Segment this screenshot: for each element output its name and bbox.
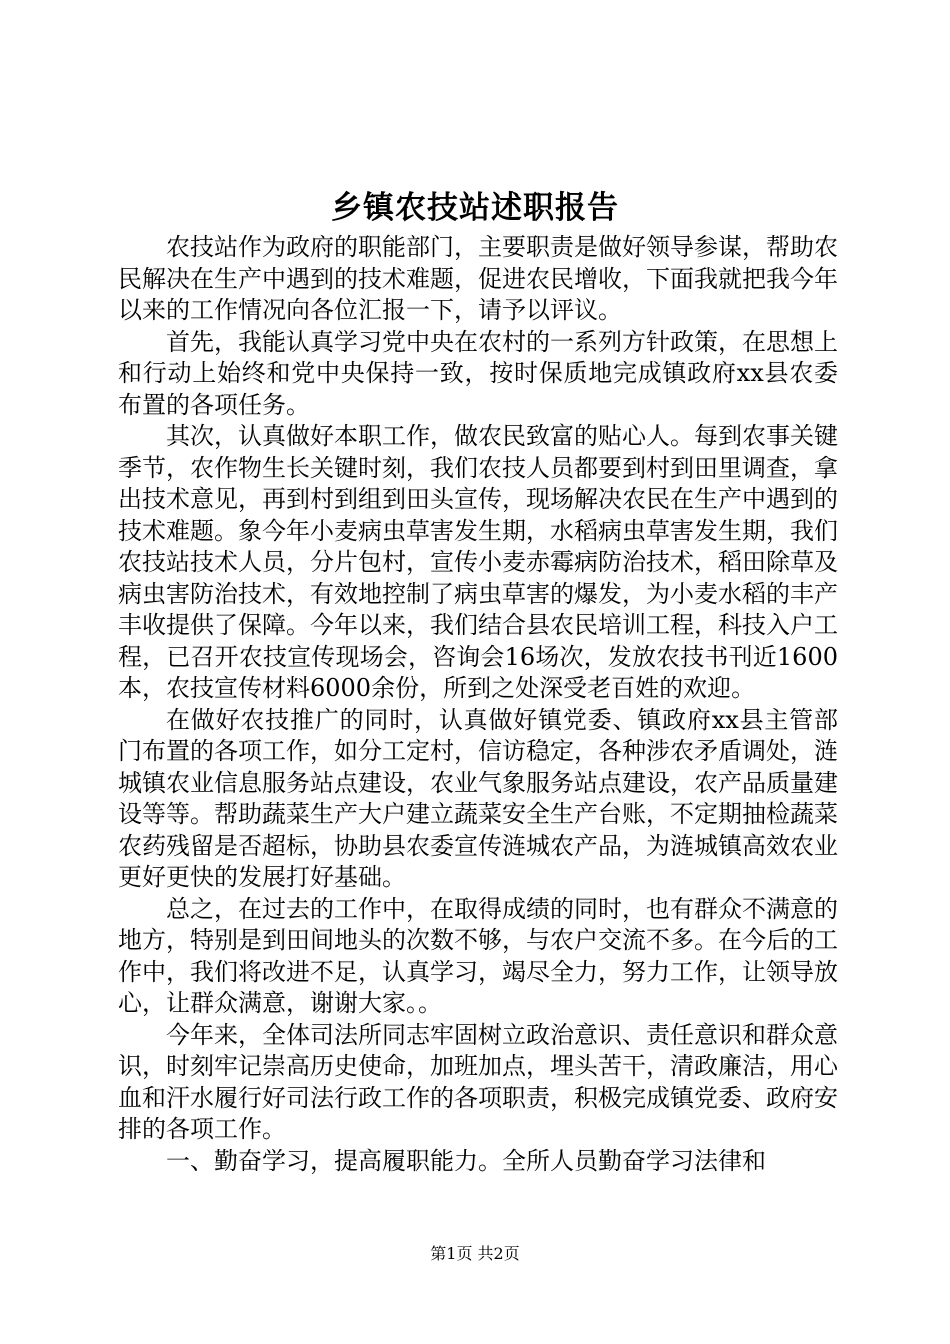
paragraph-intro: 农技站作为政府的职能部门，主要职责是做好领导参谋，帮助农民解决在生产中遇到的技术难题，促进农民增收，下面我就把我今年以来的工作情况向各位汇报一下，请予以评议。 [118, 233, 838, 324]
paragraph-section-one: 一、勤奋学习，提高履职能力。全所人员勤奋学习法律和 [166, 1146, 766, 1175]
page-number-footer: 第1页 共2页 [430, 1244, 520, 1263]
document-title: 乡镇农技站述职报告 [331, 190, 619, 226]
paragraph-third: 在做好农技推广的同时，认真做好镇党委、镇政府xx县主管部门布置的各项工作，如分工定村，信访稳定，各种涉农矛盾调处，涟城镇农业信息服务站点建设，农业气象服务站点建设，农产品质量建设等等。帮助蔬菜生产大户建立蔬菜安全生产台账，不定期抽检蔬菜农药残留是否超标，协助县农委宣传涟城农产品，为涟城镇高效农业更好更快的发展打好基础。 [118, 705, 838, 891]
paragraph-justice-office: 今年来，全体司法所同志牢固树立政治意识、责任意识和群众意识，时刻牢记崇高历史使命，加班加点，埋头苦干，清政廉洁，用心血和汗水履行好司法行政工作的各项职责，积极完成镇党委、政府安排的各项工作。 [118, 1020, 838, 1143]
paragraph-second: 其次，认真做好本职工作，做农民致富的贴心人。每到农事关键季节，农作物生长关键时刻，我们农技人员都要到村到田里调查，拿出技术意见，再到村到组到田头宣传，现场解决农民在生产中遇到的技术难题。象今年小麦病虫草害发生期，水稻病虫草害发生期，我们农技站技术人员，分片包村，宣传小麦赤霉病防治技术，稻田除草及病虫害防治技术，有效地控制了病虫草害的爆发，为小麦水稻的丰产丰收提供了保障。今年以来，我们结合县农民培训工程，科技入户工程，已召开农技宣传现场会，咨询会16场次，发放农技书刊近1600本，农技宣传材料6000余份，所到之处深受老百姓的欢迎。 [118, 422, 838, 702]
paragraph-summary: 总之，在过去的工作中，在取得成绩的同时，也有群众不满意的地方，特别是到田间地头的次数不够，与农户交流不多。在今后的工作中，我们将改进不足，认真学习，竭尽全力，努力工作，让领导放心，让群众满意，谢谢大家。。 [118, 894, 838, 1017]
document-body [118, 232, 838, 1177]
paragraph-first: 首先，我能认真学习党中央在农村的一系列方针政策，在思想上和行动上始终和党中央保持一致，按时保质地完成镇政府xx县农委布置的各项任务。 [118, 327, 838, 419]
